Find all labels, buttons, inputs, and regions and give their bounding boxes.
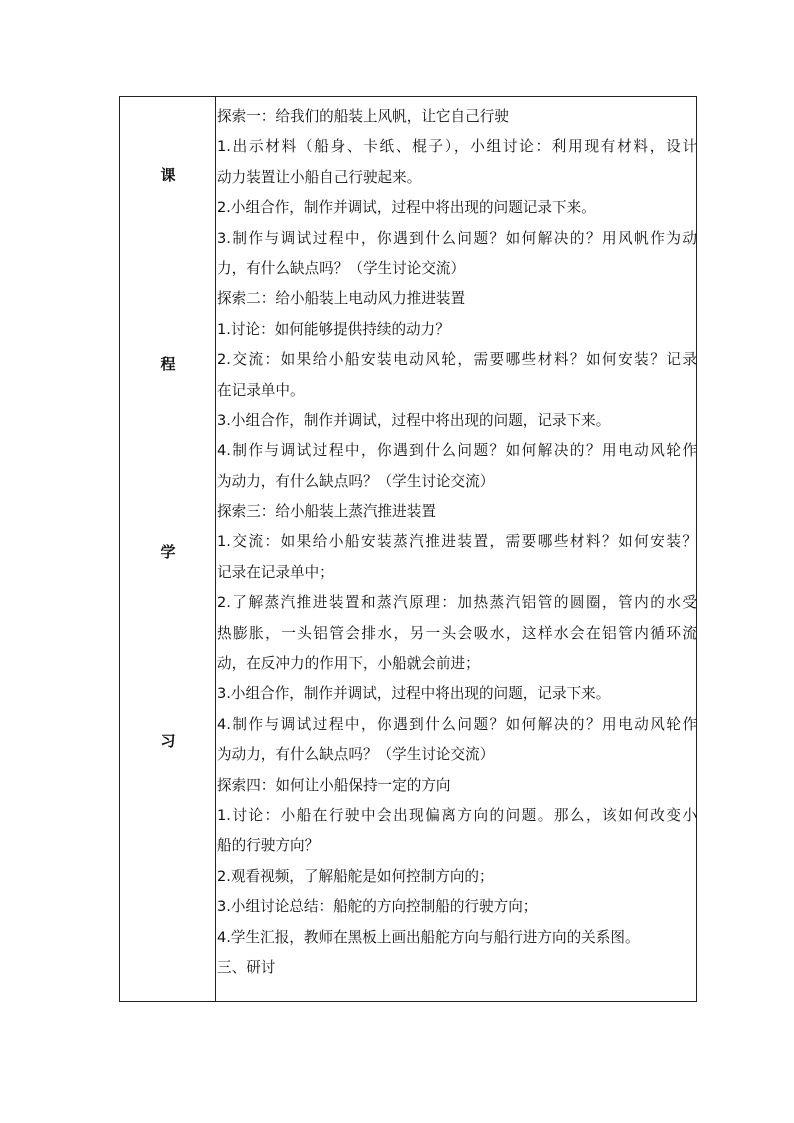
- content-line: 2.观看视频，了解船舵是如何控制方向的；: [217, 867, 494, 885]
- section-label-char: 习: [160, 732, 176, 750]
- content-line: 3.小组讨论总结：船舵的方向控制船的行驶方向；: [217, 898, 538, 916]
- content-line: 为动力，有什么缺点吗？（学生讨论交流）: [217, 472, 495, 490]
- content-line: 热膨胀，一头铝管会排水，另一头会吸水，这样水会在铝管内循环流: [217, 624, 697, 642]
- content-line: 3.小组合作，制作并调试，过程中将出现的问题，记录下来。: [217, 411, 611, 429]
- content-line: 动，在反冲力的作用下，小船就会前进；: [217, 655, 480, 673]
- content-line: 2.交流：如果给小船安装电动风轮，需要哪些材料？如何安装？记录: [217, 351, 697, 369]
- content-line: 探索二：给小船装上电动风力推进装置: [217, 290, 466, 308]
- content-line: 船的行驶方向？: [217, 837, 320, 855]
- section-label-column: [120, 97, 216, 1001]
- content-line: 3.制作与调试过程中，你遇到什么问题？如何解决的？用风帆作为动: [217, 229, 697, 247]
- content-line: 1.交流：如果给小船安装蒸汽推进装置，需要哪些材料？如何安装？: [217, 533, 697, 551]
- content-line: 探索四：如何让小船保持一定的方向: [217, 776, 451, 794]
- content-line: 2.小组合作，制作并调试，过程中将出现的问题记录下来。: [217, 199, 596, 217]
- content-line: 4.学生汇报，教师在黑板上画出船舵方向与船行进方向的关系图。: [217, 928, 640, 946]
- content-line: 探索三：给小船装上蒸汽推进装置: [217, 503, 436, 521]
- content-line: 2.了解蒸汽推进装置和蒸汽原理：加热蒸汽铝管的圆圈，管内的水受: [217, 594, 697, 612]
- content-line: 为动力，有什么缺点吗？（学生讨论交流）: [217, 746, 495, 764]
- content-line: 1.讨论：如何能够提供持续的动力？: [217, 320, 450, 338]
- content-line: 3.小组合作，制作并调试，过程中将出现的问题，记录下来。: [217, 685, 611, 703]
- content-line: 记录在记录单中；: [217, 563, 334, 581]
- content-line: 力，有什么缺点吗？（学生讨论交流）: [217, 259, 466, 277]
- content-line: 动力装置让小船自己行驶起来。: [217, 168, 422, 186]
- content-line: 4.制作与调试过程中，你遇到什么问题？如何解决的？用电动风轮作: [217, 715, 697, 733]
- lesson-content: [217, 102, 697, 983]
- section-label-char: 学: [160, 543, 176, 561]
- content-line: 4.制作与调试过程中，你遇到什么问题？如何解决的？用电动风轮作: [217, 442, 697, 460]
- section-label-char: 程: [160, 355, 176, 373]
- section-label-char: 课: [160, 166, 176, 184]
- lesson-table: [119, 96, 697, 1002]
- content-line: 探索一：给我们的船装上风帆，让它自己行驶: [217, 108, 509, 125]
- content-line: 1.讨论：小船在行驶中会出现偏离方向的问题。那么，该如何改变小: [217, 806, 697, 824]
- content-line: 在记录单中。: [217, 381, 305, 399]
- content-line: 三、研讨: [217, 958, 276, 976]
- content-line: 1.出示材料（船身、卡纸、棍子），小组讨论：利用现有材料，设计: [217, 138, 697, 156]
